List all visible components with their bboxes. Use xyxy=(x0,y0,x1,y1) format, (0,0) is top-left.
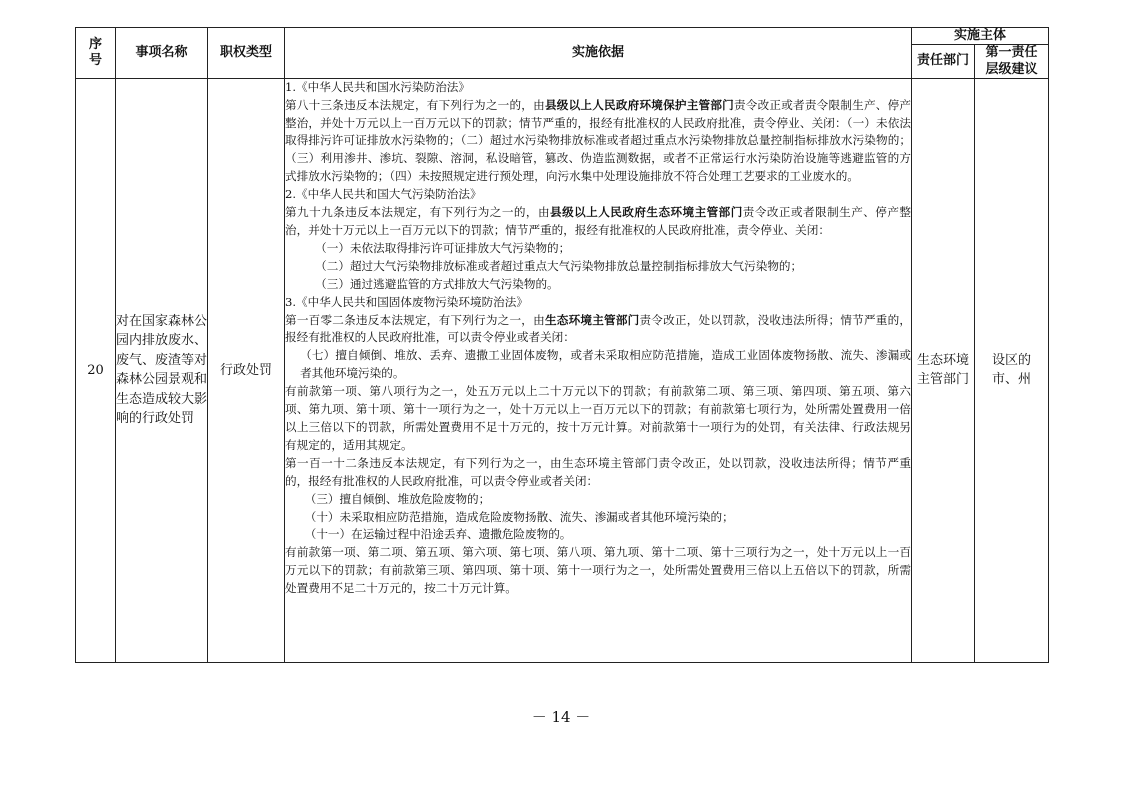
header-seq: 序号 xyxy=(76,28,116,79)
law3-item-11: （十一）在运输过程中沿途丢弃、遗撒危险废物的。 xyxy=(304,527,572,542)
law2-title: 2.《中华人民共和国大气污染防治法》 xyxy=(285,187,482,202)
law3-penalty-102: 有前款第一项、第八项行为之一，处五万元以上二十万元以下的罚款；有前款第二项、第三项、第四项、第五项、第六项、第九项、第十项、第十一项行为之一，处十万元以上一百万元以下的罚款；有前款第七项行为，处所需处置费用一倍以上三倍以下的罚款，所需处置费用不足十万元的，按十万元计算。对前款第十一项行为的处罚，有关法律、行政法规另有规定的，适用其规定。 xyxy=(285,384,911,452)
page-number: － 14 － xyxy=(531,708,591,726)
header-basis: 实施依据 xyxy=(285,28,912,79)
row-dept: 生态环境主管部门 xyxy=(912,78,975,662)
law1-article: 第八十三条违反本法规定，有下列行为之一的，由县级以上人民政府环境保护主管部门责令改正或者责令限制生产、停产整治，并处十万元以上一百万元以下的罚款；情节严重的，报经有批准权的人民政府批准，责令停业、关闭：（一）未依法取得排污许可证排放水污染物的；（二）超过水污染物排放标准或者超过重点水污染物排放总量控制指标排放水污染物的；（三）利用渗井、渗坑、裂隙、溶洞，私设暗管，篡改、伪造监测数据，或者不正常运行水污染防治设施等逃避监管的方式排放水污染物的；（四）未按照规定进行预处理，向污水集中处理设施排放不符合处理工艺要求的工业废水的。 xyxy=(285,97,911,184)
row-basis xyxy=(285,78,912,662)
law3-item-10: （十）未采取相应防范措施，造成危险废物扬散、流失、渗漏或者其他环境污染的； xyxy=(304,509,734,524)
law2-item-2: （二）超过大气污染物排放标准或者超过重点大气污染物排放总量控制指标排放大气污染物的； xyxy=(315,258,803,273)
law1-authority: 县级以上人民政府环境保护主管部门 xyxy=(544,97,734,112)
law1-title: 1.《中华人民共和国水污染防治法》 xyxy=(285,79,470,94)
law3-penalty-112: 有前款第一项、第二项、第五项、第六项、第七项、第八项、第九项、第十二项、第十三项行为之一，处十万元以上一百万元以下的罚款；有前款第三项、第四项、第十项、第十一项行为之一，处所需处置费用三倍以上五倍以下的罚款，所需处置费用不足二十万元的，按二十万元计算。 xyxy=(285,545,911,596)
law3-authority: 生态环境主管部门 xyxy=(544,312,640,327)
header-subject: 实施主体 xyxy=(912,28,1049,45)
header-level: 第一责任层级建议 xyxy=(975,45,1049,79)
row-power-type: 行政处罚 xyxy=(208,78,285,662)
law3-title: 3.《中华人民共和国固体废物污染环境防治法》 xyxy=(285,294,528,309)
law3-article-112: 第一百一十二条违反本法规定，有下列行为之一，由生态环境主管部门责令改正，处以罚款，没收违法所得；情节严重的，报经有批准权的人民政府批准，可以责令停业或者关闭： xyxy=(285,455,911,488)
header-power-type: 职权类型 xyxy=(208,28,285,79)
law2-authority: 县级以上人民政府生态环境主管部门 xyxy=(550,205,743,220)
table-row xyxy=(76,78,1049,662)
row-seq: 20 xyxy=(76,78,116,662)
law3-item-7: （七）擅自倾倒、堆放、丢弃、遗撒工业固体废物，或者未采取相应防范措施，造成工业固体废物扬散、流失、渗漏或者其他环境污染的。 xyxy=(300,348,911,381)
law2-item-3: （三）通过逃避监管的方式排放大气污染物的。 xyxy=(315,276,559,291)
law2-article: 第九十九条违反本法规定，有下列行为之一的，由县级以上人民政府生态环境主管部门责令改正或者限制生产、停产整治，并处十万元以上一百万元以下的罚款；情节严重的，报经有批准权的人民政府批准，责令停业、关闭： xyxy=(285,205,911,237)
header-dept: 责任部门 xyxy=(912,45,975,79)
law2-item-1: （一）未依法取得排污许可证排放大气污染物的； xyxy=(315,240,571,255)
law3-article-102: 第一百零二条违反本法规定，有下列行为之一，由生态环境主管部门责令改正，处以罚款，没收违法所得；情节严重的，报经有批准权的人民政府批准，可以责令停业或者关闭： xyxy=(285,312,911,345)
law3-item-3: （三）擅自倾倒、堆放危险废物的； xyxy=(304,491,491,506)
row-level: 设区的市、州 xyxy=(975,78,1049,662)
header-item-name: 事项名称 xyxy=(116,28,208,79)
enforcement-table xyxy=(75,27,1049,663)
row-item-name: 对在国家森林公园内排放废水、废气、废渣等对森林公园景观和生态造成较大影响的行政处罚 xyxy=(116,78,208,662)
